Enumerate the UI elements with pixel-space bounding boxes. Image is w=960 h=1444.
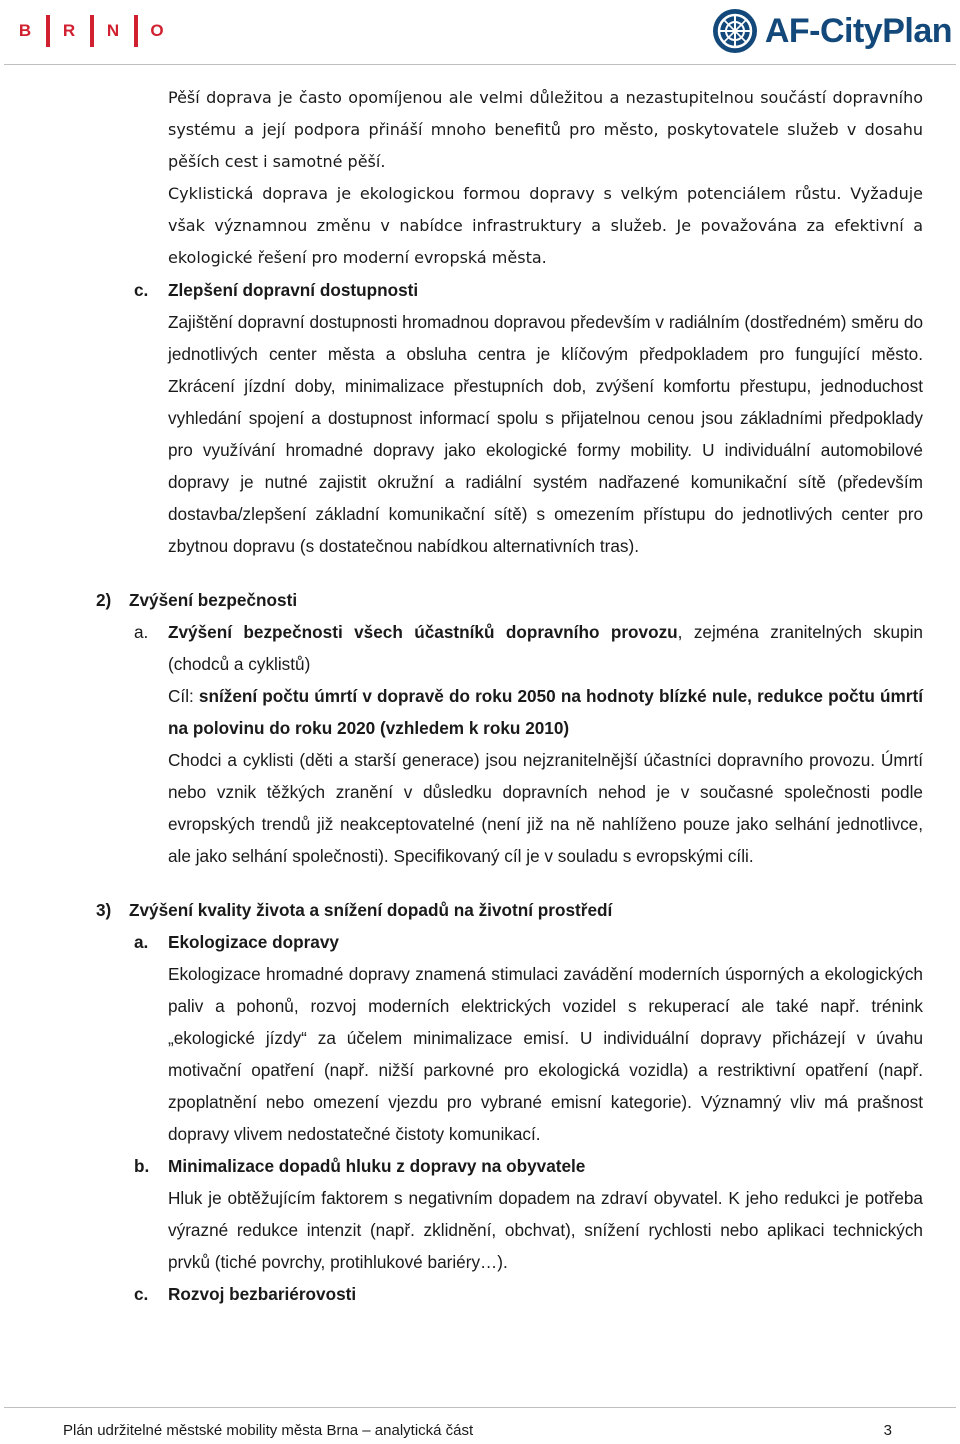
brno-logo-letter: O [150,21,164,40]
item-heading: Minimalizace dopadů hluku z dopravy na obyvatele [168,1156,586,1176]
af-emblem-icon [713,9,757,53]
paragraph-pedestrian-traffic: Pěší doprava je často opomíjenou ale velmi důležitou a nezastupitelnou součástí dopravního systému a její podpora přináší mnoho benefitů pro město, poskytovatele služeb v dosahu pěších cest i samotné pěší. [168,88,923,171]
list-item-a [0,926,960,958]
section-number: 3) [96,900,112,920]
paragraph-ecologization: Ekologizace hromadné dopravy znamená stimulaci zavádění moderních úsporných a ekologických paliv a pohonů, rozvoj moderních elektrických vozidel s rekuperací ale také např. trénink „ekologické jízdy“ za účelem minimalizace emisí. U individuální dopravy přicházejí v úvahu motivační opatření (např. nižší parkovné pro ekologická vozidla) a restriktivní opatření (např. zpoplatnění nebo omezení vjezdu pro vybrané emisní kategorie). Významný vliv má prašnost dopravy vlivem nedostatečné čistoty komunikací. [168,964,923,1144]
header-divider [4,64,956,65]
list-item-c [0,1278,960,1310]
page-header [0,0,960,64]
paragraph-safety: Chodci a cyklisti (děti a starší generace) jsou nejzranitelnější účastníci dopravního provozu. Úmrtí nebo vznik těžkých zranění v důsledku dopravních nehod je v současné společnosti podle evropských trendů již neakceptovatelné (není již na ně nahlíženo pouze jako selhání jednotlivce, ale jako selhání společnosti). Specifikovaný cíl je v souladu s evropskými cíli. [168,750,923,866]
section-2-heading [0,584,960,616]
paragraph-noise: Hluk je obtěžujícím faktorem s negativním dopadem na zdraví obyvatel. K jeho redukci je potřeba výrazné redukce intenzit (např. zklidnění, obchvat), snížení rychlosti nebo aplikaci technických prvků (tiché povrchy, protihlukové bariéry…). [168,1188,923,1272]
item-heading: Zlepšení dopravní dostupnosti [168,280,419,300]
brno-logo-letter: N [106,21,120,40]
list-marker: b. [134,1156,150,1176]
list-marker: c. [134,1284,149,1304]
list-item-a [0,616,960,680]
af-cityplan-logo [713,6,952,56]
footer-divider [4,1407,956,1408]
list-item-c [0,274,960,306]
page-footer [0,1418,960,1444]
goal-statement: Cíl: snížení počtu úmrtí v dopravě do roku 2050 na hodnoty blízké nule, redukce počtu úmrtí na polovinu do roku 2020 (vzhledem k roku 2010) [168,686,923,738]
paragraph-accessibility: Zajištění dopravní dostupnosti hromadnou dopravou především v radiálním (dostředném) směru do jednotlivých center města a obsluha centra je klíčovým předpokladem pro fungující město. Zkrácení jízdní doby, minimalizace přestupních dob, zvýšení komfortu přestupu, jednoduchost vyhledání spojení a dostupnost informací spolu s přijatelnou cenou jsou základními předpoklady pro využívání hromadné dopravy jako ekologické formy mobility. U individuální automobilové dopravy je nutné zajistit okružní a radiální systém nadřazené komunikační sítě (především dostavba/zlepšení základní komunikační sítě) s omezením přístupu do jednotlivých center pro zbytnou dopravu (s dostatečnou nabídkou alternativních tras). [168,312,923,556]
document-body [0,82,960,1310]
item-heading: Ekologizace dopravy [168,932,339,952]
paragraph-cycling-traffic: Cyklistická doprava je ekologickou formou dopravy s velkým potenciálem růstu. Vyžaduje však významnou změnu v nabídce infrastruktury a služeb. Je považována za efektivní a ekologické řešení pro moderní evropská města. [168,184,923,267]
brno-logo-letter: B [18,21,32,40]
brno-logo [12,14,178,48]
list-marker: a. [134,622,149,642]
section-title: Zvýšení kvality života a snížení dopadů na životní prostředí [129,900,613,920]
footer-title: Plán udržitelné městské mobility města Brna – analytická část [63,1422,474,1439]
list-marker: c. [134,280,149,300]
page-number: 3 [883,1422,892,1439]
brno-logo-letter: R [62,21,76,40]
item-heading: Zvýšení bezpečnosti všech účastníků dopravního provozu, zejména zranitelných skupin (chodců a cyklistů) [168,622,923,674]
af-logo-text: AF-CityPlan [764,11,952,50]
list-marker: a. [134,932,149,952]
section-number: 2) [96,590,112,610]
section-title: Zvýšení bezpečnosti [129,590,298,610]
section-3-heading [0,894,960,926]
list-item-b [0,1150,960,1182]
item-heading: Rozvoj bezbariérovosti [168,1284,357,1304]
